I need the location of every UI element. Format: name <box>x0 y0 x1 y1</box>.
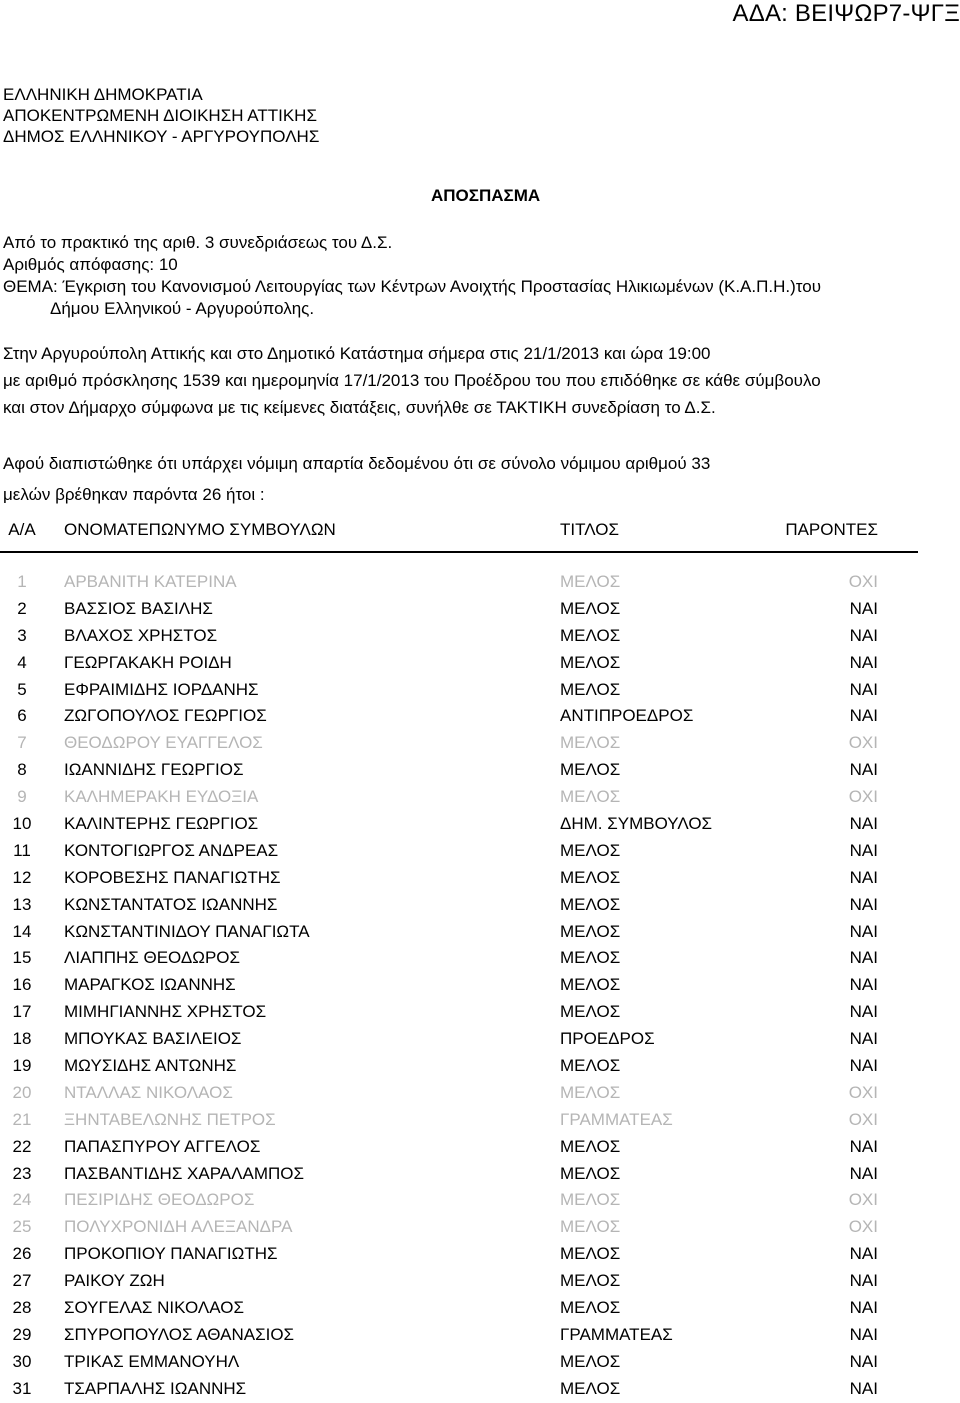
table-row <box>0 1107 918 1134</box>
row-title: ΜΕΛΟΣ <box>560 1271 621 1291</box>
row-num: 25 <box>12 1217 32 1237</box>
table-row <box>0 596 918 623</box>
table-row <box>0 1376 918 1403</box>
row-present: ΝΑΙ <box>849 679 878 699</box>
row-title: ΜΕΛΟΣ <box>560 1136 621 1156</box>
row-present: ΝΑΙ <box>849 625 878 645</box>
row-name: ΜΩΥΣΙΔΗΣ ΑΝΤΩΝΗΣ <box>64 1056 237 1076</box>
paragraph-line: Στην Αργυρούπολη Αττικής και στο Δημοτικό Κατάστημα σήμερα στις 21/1/2013 και ώρα 19:00 <box>3 344 711 363</box>
row-num: 24 <box>12 1190 32 1210</box>
table-header <box>0 517 918 553</box>
row-name: ΚΑΛΗΜΕΡΑΚΗ ΕΥΔΟΞΙΑ <box>64 787 259 807</box>
row-present: ΝΑΙ <box>849 867 878 887</box>
table-row <box>0 569 918 596</box>
row-name: ΣΠΥΡΟΠΟΥΛΟΣ ΑΘΑΝΑΣΙΟΣ <box>64 1324 295 1344</box>
row-title: ΜΕΛΟΣ <box>560 1217 621 1237</box>
row-present: ΝΑΙ <box>849 1163 878 1183</box>
table-row <box>0 1295 918 1322</box>
row-num: 4 <box>17 652 27 672</box>
row-num: 19 <box>12 1056 32 1076</box>
table-body <box>0 569 918 1403</box>
meeting-paragraph <box>3 340 821 421</box>
table-row <box>0 999 918 1026</box>
row-title: ΜΕΛΟΣ <box>560 1351 621 1371</box>
paragraph-line: Αφού διαπιστώθηκε ότι υπάρχει νόμιμη απαρτία δεδομένου ότι σε σύνολο νόμιμου αριθμού 33 <box>3 454 711 473</box>
intro-line: Αριθμός απόφασης: 10 <box>3 255 178 274</box>
table-row <box>0 1161 918 1188</box>
row-present: ΝΑΙ <box>849 975 878 995</box>
row-present: ΝΑΙ <box>849 1324 878 1344</box>
row-title: ΓΡΑΜΜΑΤΕΑΣ <box>560 1109 673 1129</box>
paragraph-line: με αριθμό πρόσκλησης 1539 και ημερομηνία 17/1/2013 του Προέδρου του που επιδόθηκε σε κάθε σύμβουλο <box>3 371 821 390</box>
row-name: ΛΙΑΠΠΗΣ ΘΕΟΔΩΡΟΣ <box>64 948 241 968</box>
row-name: ΓΕΩΡΓΑΚΑΚΗ ΡΟΙΔΗ <box>64 652 232 672</box>
row-title: ΜΕΛΟΣ <box>560 1298 621 1318</box>
row-name: ΚΟΡΟΒΕΣΗΣ ΠΑΝΑΓΙΩΤΗΣ <box>64 867 281 887</box>
row-present: ΝΑΙ <box>849 1298 878 1318</box>
row-present: ΝΑΙ <box>849 814 878 834</box>
row-title: ΜΕΛΟΣ <box>560 1002 621 1022</box>
row-name: ΚΑΛΙΝΤΕΡΗΣ ΓΕΩΡΓΙΟΣ <box>64 814 259 834</box>
row-present: ΝΑΙ <box>849 1271 878 1291</box>
row-num: 27 <box>12 1271 32 1291</box>
row-present: ΝΑΙ <box>849 1244 878 1264</box>
row-present: ΟΧΙ <box>848 1109 878 1129</box>
row-num: 5 <box>17 679 27 699</box>
row-present: ΟΧΙ <box>848 733 878 753</box>
row-num: 23 <box>12 1163 32 1183</box>
row-title: ΜΕΛΟΣ <box>560 1190 621 1210</box>
row-num: 21 <box>12 1109 32 1129</box>
table-row <box>0 703 918 730</box>
row-present: ΟΧΙ <box>848 572 878 591</box>
row-title: ΜΕΛΟΣ <box>560 894 621 914</box>
row-num: 20 <box>12 1082 32 1102</box>
table-row <box>0 730 918 757</box>
row-title: ΜΕΛΟΣ <box>560 652 621 672</box>
header-line: ΕΛΛΗΝΙΚΗ ΔΗΜΟΚΡΑΤΙΑ <box>3 85 203 104</box>
header-line: ΔΗΜΟΣ ΕΛΛΗΝΙΚΟΥ - ΑΡΓΥΡΟΥΠΟΛΗΣ <box>3 127 320 146</box>
row-name: ΚΩΝΣΤΑΝΤΙΝΙΔΟΥ ΠΑΝΑΓΙΩΤΑ <box>64 921 310 941</box>
row-present: ΟΧΙ <box>848 1190 878 1210</box>
table-row <box>0 1080 918 1107</box>
row-present: ΝΑΙ <box>849 1136 878 1156</box>
row-name: ΖΩΓΟΠΟΥΛΟΣ ΓΕΩΡΓΙΟΣ <box>64 706 267 726</box>
row-num: 8 <box>17 760 27 780</box>
row-name: ΚΟΝΤΟΓΙΩΡΓΟΣ ΑΝΔΡΕΑΣ <box>64 840 279 860</box>
row-num: 11 <box>13 840 31 860</box>
row-name: ΙΩΑΝΝΙΔΗΣ ΓΕΩΡΓΙΟΣ <box>64 760 244 780</box>
row-num: 26 <box>12 1244 32 1264</box>
table-row <box>0 945 918 972</box>
row-title: ΜΕΛΟΣ <box>560 1244 621 1264</box>
table-row <box>0 1214 918 1241</box>
row-present: ΟΧΙ <box>848 1082 878 1102</box>
row-title: ΜΕΛΟΣ <box>560 921 621 941</box>
row-num: 9 <box>17 787 27 807</box>
row-title: ΜΕΛΟΣ <box>560 598 621 618</box>
row-title: ΜΕΛΟΣ <box>560 625 621 645</box>
row-num: 3 <box>17 625 27 645</box>
row-num: 1 <box>17 572 27 591</box>
row-name: ΒΛΑΧΟΣ ΧΡΗΣΤΟΣ <box>64 625 218 645</box>
row-name: ΒΑΣΣΙΟΣ ΒΑΣΙΛΗΣ <box>64 598 213 618</box>
table-row <box>0 838 918 865</box>
table-row <box>0 1268 918 1295</box>
table-row <box>0 677 918 704</box>
table-row <box>0 1026 918 1053</box>
table-row <box>0 623 918 650</box>
table-row <box>0 865 918 892</box>
row-title: ΜΕΛΟΣ <box>560 1378 621 1398</box>
row-num: 13 <box>12 894 32 914</box>
row-name: ΝΤΑΛΛΑΣ ΝΙΚΟΛΑΟΣ <box>64 1082 233 1102</box>
row-present: ΟΧΙ <box>848 1217 878 1237</box>
table-row <box>0 1134 918 1161</box>
row-num: 15 <box>12 948 32 968</box>
table-row <box>0 811 918 838</box>
table-row <box>0 650 918 677</box>
row-name: ΠΑΣΒΑΝΤΙΔΗΣ ΧΑΡΑΛΑΜΠΟΣ <box>64 1163 305 1183</box>
row-num: 31 <box>12 1378 32 1398</box>
row-num: 16 <box>12 975 32 995</box>
row-num: 12 <box>12 867 32 887</box>
row-present: ΝΑΙ <box>849 652 878 672</box>
table-row <box>0 757 918 784</box>
row-title: ΜΕΛΟΣ <box>560 1082 621 1102</box>
row-title: ΜΕΛΟΣ <box>560 1056 621 1076</box>
row-name: ΤΣΑΡΠΑΛΗΣ ΙΩΑΝΝΗΣ <box>64 1378 247 1398</box>
row-name: ΜΑΡΑΓΚΟΣ ΙΩΑΝΝΗΣ <box>64 975 236 995</box>
row-title: ΜΕΛΟΣ <box>560 679 621 699</box>
row-present: ΝΑΙ <box>849 1029 878 1049</box>
header-present: ΠΑΡΟΝΤΕΣ <box>785 520 878 539</box>
row-name: ΤΡΙΚΑΣ ΕΜΜΑΝΟΥΗΛ <box>64 1351 240 1371</box>
row-name: ΡΑΙΚΟΥ ΖΩΗ <box>64 1271 165 1291</box>
row-num: 6 <box>17 706 27 726</box>
row-present: ΝΑΙ <box>849 1056 878 1076</box>
document-title: ΑΠΟΣΠΑΣΜΑ <box>431 186 541 205</box>
intro-line: Δήμου Ελληνικού - Αργυρούπολης. <box>50 299 315 318</box>
row-name: ΜΙΜΗΓΙΑΝΝΗΣ ΧΡΗΣΤΟΣ <box>64 1002 267 1022</box>
table-row <box>0 1187 918 1214</box>
row-name: ΠΑΠΑΣΠΥΡΟΥ ΑΓΓΕΛΟΣ <box>64 1136 261 1156</box>
row-title: ΜΕΛΟΣ <box>560 1163 621 1183</box>
row-title: ΜΕΛΟΣ <box>560 760 621 780</box>
paragraph-line: μελών βρέθηκαν παρόντα 26 ήτοι : <box>3 485 265 504</box>
row-num: 29 <box>12 1324 32 1344</box>
row-present: ΝΑΙ <box>849 1002 878 1022</box>
intro-line: Από το πρακτικό της αριθ. 3 συνεδριάσεως του Δ.Σ. <box>3 233 393 252</box>
row-title: ΔΗΜ. ΣΥΜΒΟΥΛΟΣ <box>560 814 713 834</box>
row-title: ΜΕΛΟΣ <box>560 948 621 968</box>
table-row <box>0 1349 918 1376</box>
row-present: ΟΧΙ <box>848 787 878 807</box>
table-row <box>0 919 918 946</box>
decision-intro <box>3 232 821 320</box>
table-row <box>0 1053 918 1080</box>
row-title: ΜΕΛΟΣ <box>560 867 621 887</box>
header-line: ΑΠΟΚΕΝΤΡΩΜΕΝΗ ΔΙΟΙΚΗΣΗ ΑΤΤΙΚΗΣ <box>3 106 317 125</box>
table-row <box>0 972 918 999</box>
row-present: ΝΑΙ <box>849 921 878 941</box>
table-row <box>0 892 918 919</box>
row-num: 7 <box>17 733 27 753</box>
row-present: ΝΑΙ <box>849 894 878 914</box>
row-present: ΝΑΙ <box>849 1351 878 1371</box>
header-name: ΟΝΟΜΑΤΕΠΩΝΥΜΟ ΣΥΜΒΟΥΛΩΝ <box>64 520 336 539</box>
row-name: ΘΕΟΔΩΡΟΥ ΕΥΑΓΓΕΛΟΣ <box>64 733 263 753</box>
row-title: ΑΝΤΙΠΡΟΕΔΡΟΣ <box>560 706 694 726</box>
row-title: ΓΡΑΜΜΑΤΕΑΣ <box>560 1324 673 1344</box>
row-title: ΜΕΛΟΣ <box>560 840 621 860</box>
row-num: 17 <box>12 1002 32 1022</box>
row-name: ΠΡΟΚΟΠΙΟΥ ΠΑΝΑΓΙΩΤΗΣ <box>64 1244 278 1264</box>
header-title: ΤΙΤΛΟΣ <box>560 520 619 539</box>
row-name: ΞΗΝΤΑΒΕΛΩΝΗΣ ΠΕΤΡΟΣ <box>64 1109 276 1129</box>
row-present: ΝΑΙ <box>849 840 878 860</box>
header-num: Α/Α <box>8 520 36 539</box>
row-num: 28 <box>12 1298 32 1318</box>
row-num: 30 <box>12 1351 32 1371</box>
row-name: ΑΡΒΑΝΙΤΗ ΚΑΤΕΡΙΝΑ <box>64 572 237 591</box>
row-num: 10 <box>12 814 32 834</box>
row-name: ΠΟΛΥΧΡΟΝΙΔΗ ΑΛΕΞΑΝΔΡΑ <box>64 1217 293 1237</box>
table-row <box>0 784 918 811</box>
table-row <box>0 1322 918 1349</box>
attendance-table <box>0 517 918 1403</box>
row-num: 18 <box>12 1029 32 1049</box>
row-present: ΝΑΙ <box>849 706 878 726</box>
intro-line: ΘΕΜΑ: Έγκριση του Κανονισμού Λειτουργίας των Κέντρων Ανοιχτής Προστασίας Ηλικιωμένων (Κ.Α.Π.Η.)του <box>3 277 822 296</box>
row-title: ΜΕΛΟΣ <box>560 733 621 753</box>
ada-code: ΑΔΑ: ΒΕΙΨΩΡ7-ΨΓΞ <box>732 0 960 27</box>
paragraph-line: και στον Δήμαρχο σύμφωνα με τις κείμενες διατάξεις, συνήλθε σε ΤΑΚΤΙΚΗ συνεδρίαση το Δ.Σ. <box>3 398 716 417</box>
row-name: ΜΠΟΥΚΑΣ ΒΑΣΙΛΕΙΟΣ <box>64 1029 242 1049</box>
row-name: ΕΦΡΑΙΜΙΔΗΣ ΙΟΡΔΑΝΗΣ <box>64 679 259 699</box>
row-present: ΝΑΙ <box>849 948 878 968</box>
row-title: ΜΕΛΟΣ <box>560 975 621 995</box>
issuer-header <box>3 84 319 147</box>
row-num: 22 <box>12 1136 32 1156</box>
row-present: ΝΑΙ <box>849 598 878 618</box>
row-num: 14 <box>12 921 32 941</box>
row-present: ΝΑΙ <box>849 760 878 780</box>
row-name: ΠΕΣΙΡΙΔΗΣ ΘΕΟΔΩΡΟΣ <box>64 1190 255 1210</box>
table-row <box>0 1241 918 1268</box>
quorum-paragraph <box>3 448 710 510</box>
row-title: ΜΕΛΟΣ <box>560 572 621 591</box>
row-name: ΣΟΥΓΕΛΑΣ ΝΙΚΟΛΑΟΣ <box>64 1298 244 1318</box>
row-present: ΝΑΙ <box>849 1378 878 1398</box>
row-title: ΠΡΟΕΔΡΟΣ <box>560 1029 655 1049</box>
row-name: ΚΩΝΣΤΑΝΤΑΤΟΣ ΙΩΑΝΝΗΣ <box>64 894 278 914</box>
row-num: 2 <box>17 598 27 618</box>
row-title: ΜΕΛΟΣ <box>560 787 621 807</box>
